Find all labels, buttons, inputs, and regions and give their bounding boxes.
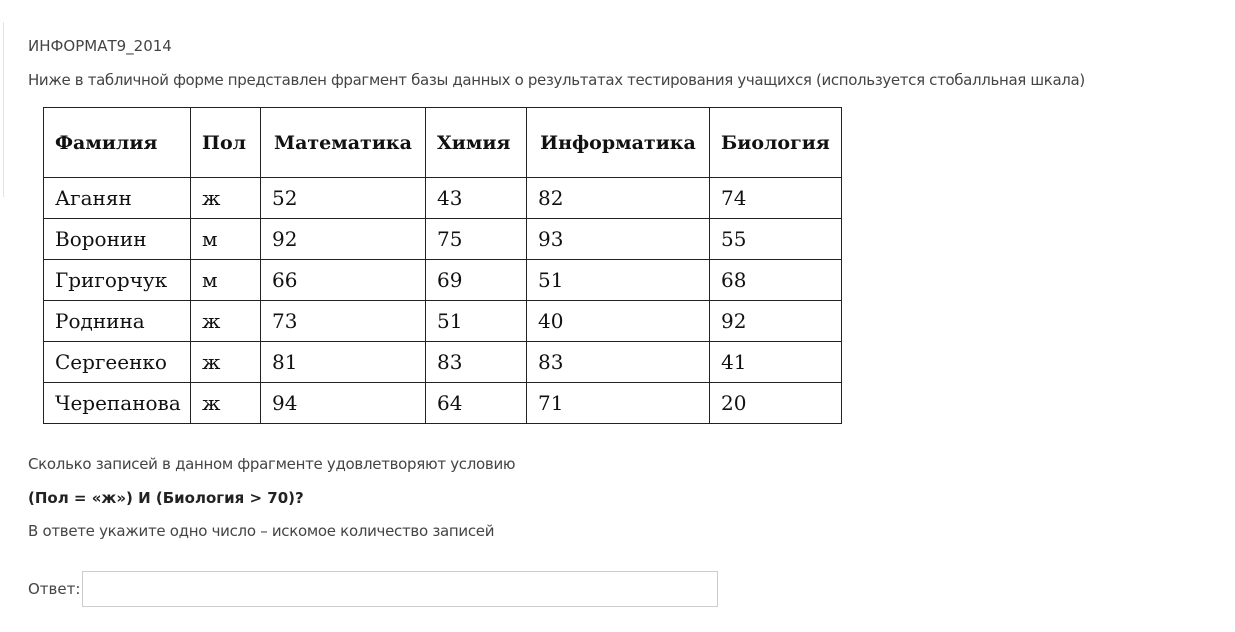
cell-biology: 41: [710, 342, 842, 383]
header-informatics: Информатика: [527, 108, 710, 178]
cell-math: 52: [261, 178, 426, 219]
cell-biology: 74: [710, 178, 842, 219]
cell-gender: м: [191, 260, 261, 301]
cell-chemistry: 69: [426, 260, 527, 301]
cell-math: 81: [261, 342, 426, 383]
cell-gender: ж: [191, 383, 261, 424]
table-row: [44, 301, 842, 342]
cell-informatics: 82: [527, 178, 710, 219]
cell-chemistry: 51: [426, 301, 527, 342]
cell-biology: 92: [710, 301, 842, 342]
table-row: [44, 383, 842, 424]
header-biology: Биология: [710, 108, 842, 178]
question-code: ИНФОРМАТ9_2014: [28, 37, 172, 55]
cell-biology: 20: [710, 383, 842, 424]
table-row: [44, 178, 842, 219]
cell-chemistry: 64: [426, 383, 527, 424]
cell-gender: м: [191, 219, 261, 260]
cell-informatics: 51: [527, 260, 710, 301]
cell-gender: ж: [191, 342, 261, 383]
cell-informatics: 40: [527, 301, 710, 342]
cell-chemistry: 83: [426, 342, 527, 383]
cell-surname: Сергеенко: [44, 342, 191, 383]
cell-surname: Черепанова: [44, 383, 191, 424]
cell-informatics: 93: [527, 219, 710, 260]
table-row: [44, 342, 842, 383]
table-row: [44, 260, 842, 301]
table-header-row: [44, 108, 842, 178]
cell-surname: Воронин: [44, 219, 191, 260]
condition-formula: (Пол = «ж») И (Биология > 70)?: [28, 489, 304, 507]
cell-biology: 55: [710, 219, 842, 260]
condition-intro: Сколько записей в данном фрагменте удовлетворяют условию: [28, 455, 516, 473]
cell-surname: Аганян: [44, 178, 191, 219]
cell-biology: 68: [710, 260, 842, 301]
header-surname: Фамилия: [44, 108, 191, 178]
results-table: [43, 107, 842, 424]
cell-math: 66: [261, 260, 426, 301]
cell-surname: Роднина: [44, 301, 191, 342]
cell-chemistry: 43: [426, 178, 527, 219]
cell-surname: Григорчук: [44, 260, 191, 301]
answer-input[interactable]: [82, 571, 718, 607]
cell-informatics: 83: [527, 342, 710, 383]
header-math: Математика: [261, 108, 426, 178]
side-divider: [0, 22, 4, 197]
header-gender: Пол: [191, 108, 261, 178]
table-row: [44, 219, 842, 260]
cell-gender: ж: [191, 301, 261, 342]
question-intro: Ниже в табличной форме представлен фрагмент базы данных о результатах тестирования учащихся (используется стобалльная шкала): [28, 71, 1085, 89]
answer-instruction: В ответе укажите одно число – искомое количество записей: [28, 522, 495, 540]
cell-math: 94: [261, 383, 426, 424]
cell-math: 73: [261, 301, 426, 342]
cell-gender: ж: [191, 178, 261, 219]
header-chemistry: Химия: [426, 108, 527, 178]
answer-label: Ответ:: [28, 580, 81, 598]
cell-chemistry: 75: [426, 219, 527, 260]
cell-informatics: 71: [527, 383, 710, 424]
cell-math: 92: [261, 219, 426, 260]
